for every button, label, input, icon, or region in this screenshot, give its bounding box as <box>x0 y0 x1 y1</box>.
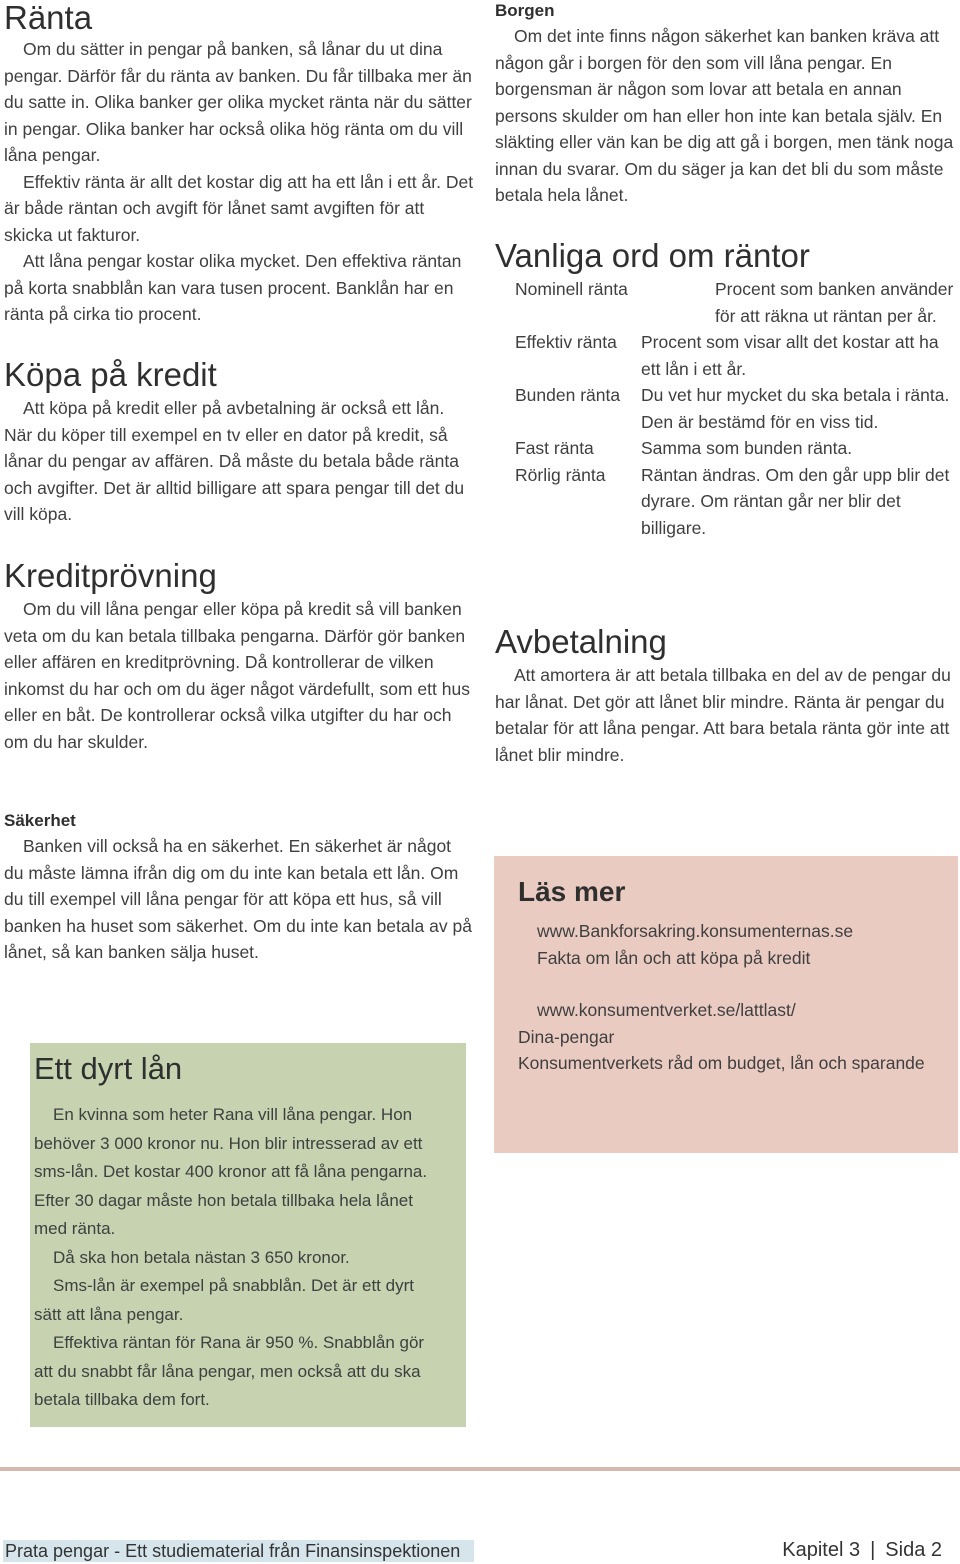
footer-separator: | <box>870 1539 876 1561</box>
box-las-mer <box>494 856 958 1153</box>
kredit-paragraph-1: Att köpa på kredit eller på avbetalning är också ett lån. När du köper till exempel en tv eller en dator på kredit, så lånar du pengar av affären. Då måste du betala både ränta och avgifter. Det är alltid billigare att spara pengar till det du vill köpa. <box>4 398 465 524</box>
las-mer-description-1: Fakta om lån och att köpa på kredit <box>537 947 811 968</box>
term-row <box>495 276 957 329</box>
heading-vanliga-ord: Vanliga ord om räntor <box>495 237 810 274</box>
kreditprovning-paragraph-1: Om du vill låna pengar eller köpa på kredit så vill banken veta om du kan betala tillbaka pengarna. Därför gör banken eller affären en kreditprövning. Då kontrollerar de vilken inkomst du har och om du äger något värdefullt, som ett hus eller en båt. De kontrollerar också vilka utgifter du har och om du har skulder. <box>4 599 470 752</box>
term-row <box>495 462 957 542</box>
section-borgen <box>495 0 957 209</box>
term-row <box>495 435 957 462</box>
heading-avbetalning: Avbetalning <box>495 623 667 660</box>
las-mer-description-2b: Konsumentverkets råd om budget, lån och sparande <box>518 1053 925 1073</box>
dyrt-lan-paragraph-4: Effektiva räntan för Rana är 950 %. Snabblån gör att du snabbt får låna pengar, men också att du ska betala tillbaka dem fort. <box>34 1333 425 1409</box>
footer-page-info <box>782 1537 942 1563</box>
term-label: Effektiv ränta <box>515 332 617 352</box>
avbetalning-paragraph-1: Att amortera är att betala tillbaka en del av de pengar du har lånat. Det gör att lånet blir mindre. Ränta är pengar du betalar för att låna pengar. Att bara betala ränta gör inte att lånet blir mindre. <box>495 665 951 765</box>
term-label: Fast ränta <box>515 438 594 458</box>
footer-page-number: Sida 2 <box>885 1539 942 1561</box>
heading-kreditprovning: Kreditprövning <box>4 557 217 594</box>
heading-sakerhet: Säkerhet <box>4 811 76 830</box>
box-ett-dyrt-lan <box>30 1043 466 1427</box>
term-label: Bunden ränta <box>515 385 621 405</box>
ranta-paragraph-1: Om du sätter in pengar på banken, så lånar du ut dina pengar. Därför får du ränta av banken. Du får tillbaka mer än du satte in. Olika banker ger olika mycket ränta när du sätter in pengar. Olika banker har också olika hög ränta om du vill låna pengar. <box>4 39 472 165</box>
footer-divider <box>0 1467 960 1471</box>
section-sakerhet <box>4 810 474 966</box>
dyrt-lan-paragraph-2: Då ska hon betala nästan 3 650 kronor. <box>53 1247 350 1267</box>
footer-chapter: Kapitel 3 <box>782 1539 861 1561</box>
section-avbetalning <box>495 624 957 768</box>
footer-title: Prata pengar - Ett studiematerial från Finansinspektionen <box>3 1540 474 1562</box>
spacer <box>518 971 938 997</box>
heading-las-mer: Läs mer <box>518 876 626 907</box>
dyrt-lan-paragraph-1: En kvinna som heter Rana vill låna pengar. Hon behöver 3 000 kronor nu. Hon blir intresserad av ett sms-lån. Det kostar 400 kronor att få låna pengarna. Efter 30 dagar måste hon betala tillbaka hela lånet med ränta. <box>34 1105 428 1238</box>
borgen-paragraph-1: Om det inte finns någon säkerhet kan banken kräva att någon går i borgen för den som vill låna pengar. En borgensman är någon som lovar att betala en annan persons skulder om han eller hon inte kan betala själv. En släkting eller vän kan be dig att gå i borgen, men tänk noga innan du svarar. Om du säger ja kan det bli du som måste betala hela lånet. <box>495 26 954 205</box>
heading-ranta: Ränta <box>4 0 93 36</box>
term-label: Nominell ränta <box>515 279 628 299</box>
section-kopa-pa-kredit <box>4 357 474 528</box>
las-mer-description-2a: Dina-pengar <box>518 1026 615 1047</box>
section-kreditprovning <box>4 558 474 755</box>
section-ranta <box>4 0 474 328</box>
term-row <box>495 382 957 435</box>
las-mer-link-1[interactable]: www.Bankforsakring.konsumenternas.se <box>537 921 854 941</box>
ranta-paragraph-3: Att låna pengar kostar olika mycket. Den effektiva räntan på korta snabblån kan vara tusen procent. Banklån har en ränta på cirka tio procent. <box>4 251 462 324</box>
term-definition: Samma som bunden ränta. <box>641 438 853 458</box>
term-definition: Procent som visar allt det kostar att ha ett lån i ett år. <box>641 332 939 379</box>
term-definition: Räntan ändras. Om den går upp blir det dyrare. Om räntan går ner blir det billigare. <box>641 464 950 538</box>
heading-kopa-pa-kredit: Köpa på kredit <box>4 356 217 393</box>
dyrt-lan-paragraph-3: Sms-lån är exempel på snabblån. Det är ett dyrt sätt att låna pengar. <box>34 1276 414 1324</box>
term-list <box>495 276 957 541</box>
heading-borgen: Borgen <box>495 1 555 20</box>
term-row <box>495 329 957 382</box>
term-label: Rörlig ränta <box>515 464 606 485</box>
term-definition: Du vet hur mycket du ska betala i ränta. Den är bestämd för en viss tid. <box>641 385 950 432</box>
page-footer <box>0 1537 960 1563</box>
section-vanliga-ord <box>495 238 957 541</box>
las-mer-link-2[interactable]: www.konsumentverket.se/lattlast/ <box>537 1000 796 1020</box>
ranta-paragraph-2: Effektiv ränta är allt det kostar dig att ha ett lån i ett år. Det är både räntan och avgift för lånet samt avgiften för att skicka ut fakturor. <box>4 171 474 245</box>
term-definition: Procent som banken använder för att räkna ut räntan per år. <box>715 279 954 326</box>
sakerhet-paragraph-1: Banken vill också ha en säkerhet. En säkerhet är något du måste lämna ifrån dig om du inte kan betala ett lån. Om du till exempel vill låna pengar för att köpa ett hus, så vill banken ha huset som säkerhet. Om du inte kan betala av på lånet, så kan banken sälja huset. <box>4 836 472 962</box>
heading-ett-dyrt-lan: Ett dyrt lån <box>34 1051 183 1086</box>
